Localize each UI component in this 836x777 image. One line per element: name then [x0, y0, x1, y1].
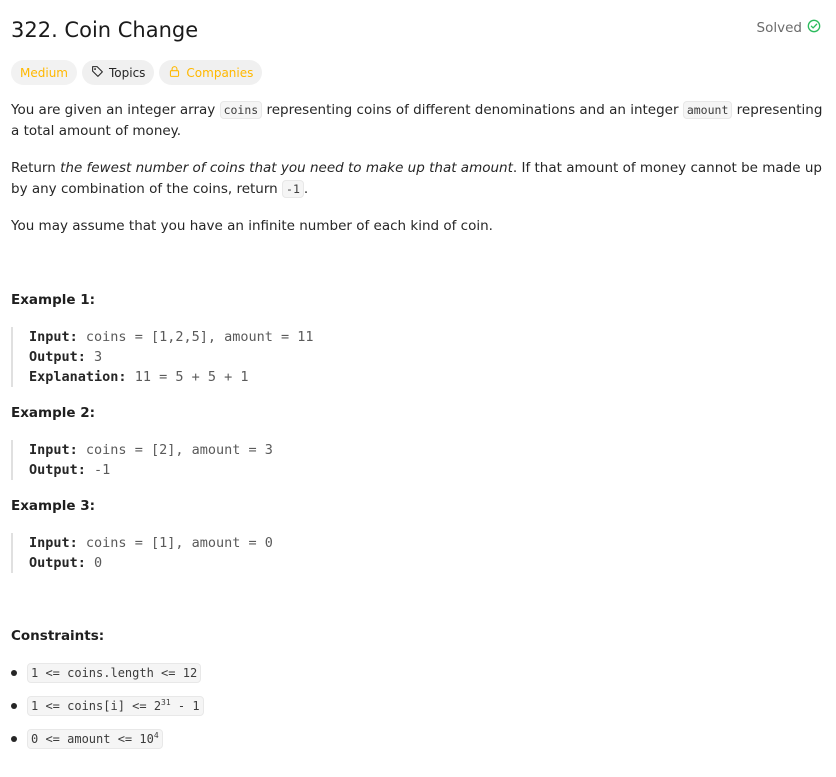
input-value: coins = [1,2,5], amount = 11 [85, 329, 314, 345]
tag-row [11, 60, 262, 85]
example-input-line [29, 440, 273, 460]
problem-title[interactable]: 322. Coin Change [11, 18, 199, 42]
constraints-title: Constraints: [11, 628, 105, 644]
lock-icon [168, 65, 181, 81]
solved-label: Solved [756, 20, 802, 36]
constraint-code [27, 696, 204, 716]
input-label: Input: [29, 535, 78, 551]
example-output-line [29, 460, 273, 480]
constraint-text: 1 <= coins[i] <= 2 [31, 699, 162, 713]
output-value: 0 [94, 555, 103, 571]
constraint-exponent: 31 [161, 698, 171, 707]
example-output-line [29, 347, 314, 367]
constraint-item [11, 663, 204, 696]
output-value: 3 [94, 349, 103, 365]
companies-button[interactable] [159, 60, 262, 85]
example-title: Example 2: [11, 405, 96, 421]
constraint-item [11, 729, 204, 762]
constraint-text: - 1 [170, 699, 200, 713]
problem-panel [11, 0, 825, 746]
description-paragraph-1 [11, 100, 825, 142]
constraint-item [11, 696, 204, 729]
input-label: Input: [29, 442, 78, 458]
example-block [11, 533, 273, 573]
constraints-list [11, 663, 204, 762]
example-output-line [29, 553, 273, 573]
solved-status [757, 19, 821, 37]
output-value: -1 [94, 462, 111, 478]
constraint-exponent: 4 [153, 731, 159, 740]
description-text: representing coins of different denominations and an integer [262, 102, 683, 118]
example-block [11, 440, 273, 480]
check-circle-icon [807, 19, 821, 37]
problem-header [11, 0, 825, 60]
example-title: Example 1: [11, 292, 96, 308]
example-block [11, 327, 314, 387]
output-label: Output: [29, 555, 86, 571]
example-explanation-line [29, 367, 314, 387]
input-label: Input: [29, 329, 78, 345]
example-input-line [29, 533, 273, 553]
inline-code: -1 [282, 180, 304, 198]
topics-label: Topics [108, 65, 146, 80]
description-text: . If that amount of money cannot be made up by any combination of the coins, return [11, 160, 822, 197]
description-text: You are given an integer array [11, 102, 220, 118]
constraint-code: 1 <= coins.length <= 12 [27, 663, 201, 683]
inline-code: coins [220, 101, 263, 119]
description-text: . [303, 181, 309, 197]
description-text: representing a total amount of money. [11, 102, 823, 139]
emphasis-text: the fewest number of coins that you need to make up that amount [60, 160, 513, 176]
explanation-label: Explanation: [29, 369, 127, 385]
example-title: Example 3: [11, 498, 96, 514]
description-text: Return [11, 160, 61, 176]
topics-button[interactable] [82, 60, 154, 85]
example-input-line [29, 327, 314, 347]
difficulty-badge [11, 60, 77, 85]
explanation-value: 11 = 5 + 5 + 1 [134, 369, 249, 385]
description-paragraph-3: You may assume that you have an infinite number of each kind of coin. [11, 218, 493, 234]
output-label: Output: [29, 349, 86, 365]
tag-icon [91, 65, 104, 81]
inline-code: amount [683, 101, 733, 119]
input-value: coins = [2], amount = 3 [85, 442, 273, 458]
constraint-code [27, 729, 163, 749]
input-value: coins = [1], amount = 0 [85, 535, 273, 551]
companies-label: Companies [186, 65, 254, 80]
description-paragraph-2 [11, 158, 825, 200]
constraint-text: 0 <= amount <= 10 [31, 732, 154, 746]
output-label: Output: [29, 462, 86, 478]
difficulty-label: Medium [20, 65, 68, 80]
